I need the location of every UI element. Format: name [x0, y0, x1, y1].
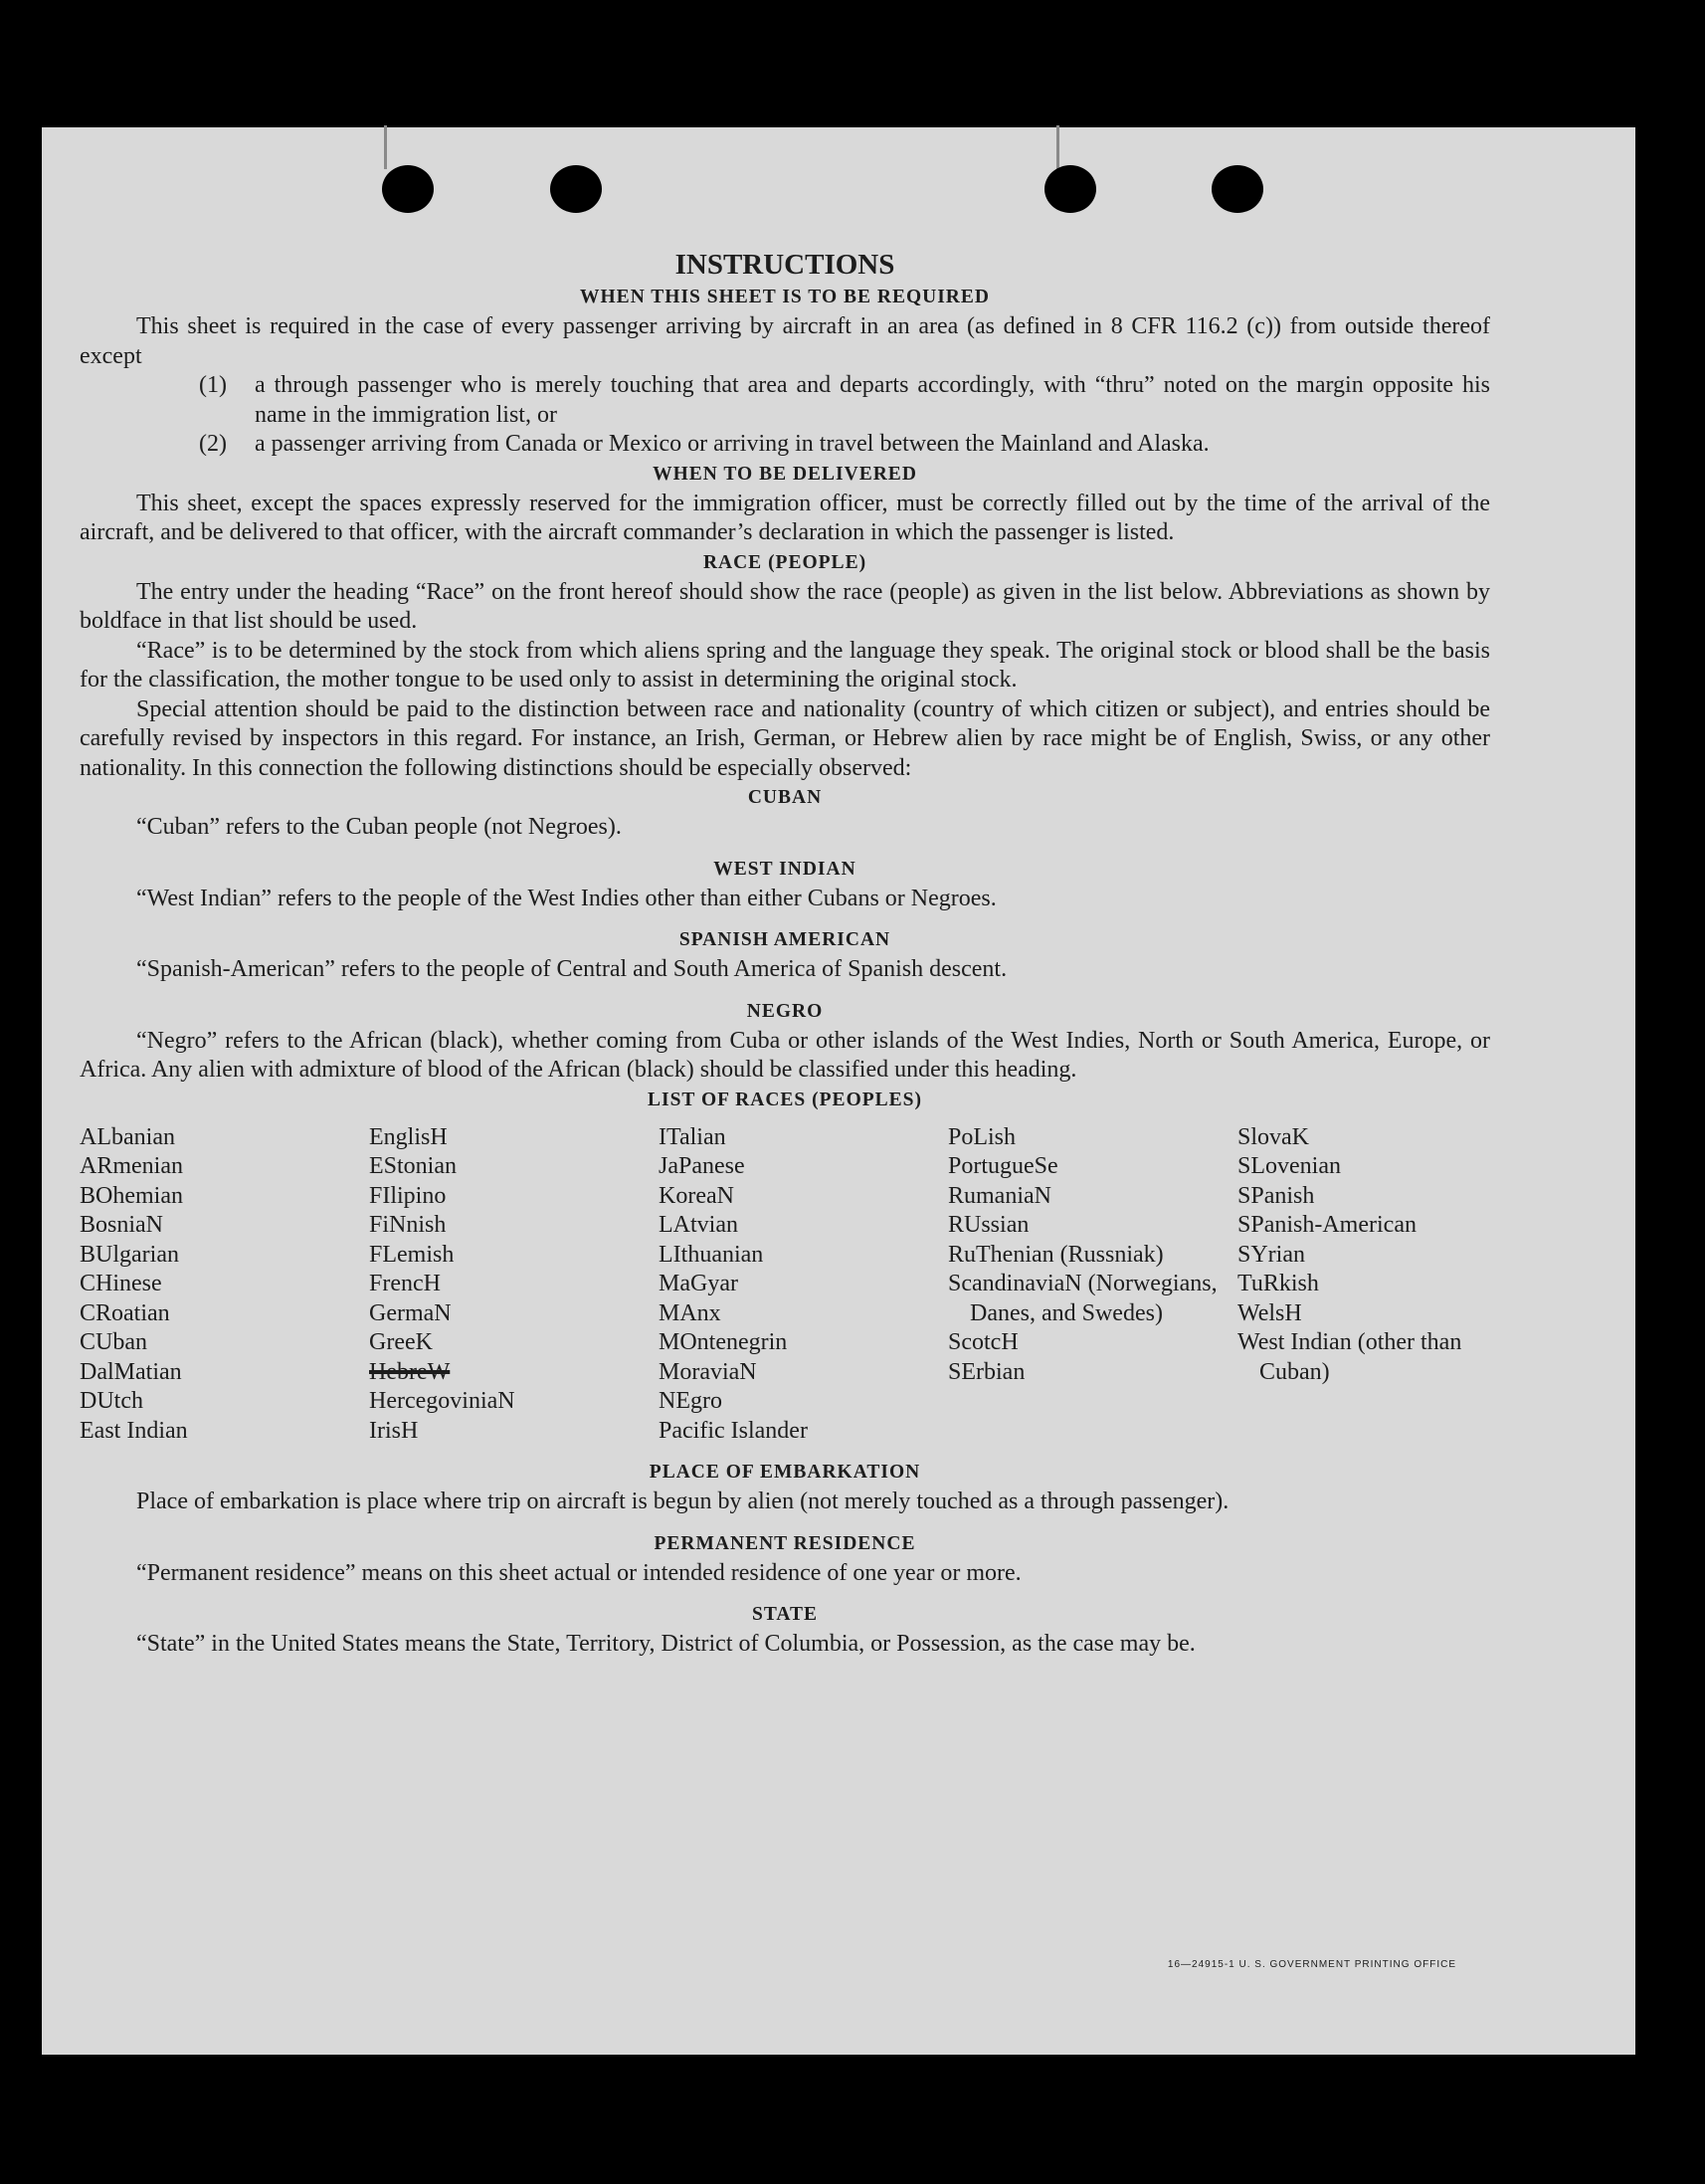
heading-west-indian: WEST INDIAN [713, 858, 856, 880]
race-entry: TuRkish [1237, 1271, 1319, 1296]
race-column [80, 1123, 369, 1447]
heading-permanent-residence: PERMANENT RESIDENCE [654, 1532, 916, 1554]
race-entry: BOhemian [80, 1182, 183, 1209]
exception-item [199, 371, 1490, 430]
spanish-american-paragraph: “Spanish-American” refers to the people of Central and South America of Spanish descent. [136, 956, 1008, 982]
race-entry: WelsH [1237, 1299, 1302, 1326]
tear-mark [384, 125, 387, 169]
race-column [369, 1123, 659, 1447]
race-entry: CUban [80, 1329, 147, 1355]
race-entry: HercegoviniaN [369, 1388, 515, 1414]
punch-hole [1044, 165, 1096, 213]
exception-text: a through passenger who is merely touching that area and departs accordingly, with “thru” noted on the margin opposite his name in the immigration list, or [255, 372, 1490, 428]
heading-state: STATE [751, 1604, 819, 1625]
race-entry: PoLish [948, 1123, 1017, 1150]
page-title: INSTRUCTIONS [674, 249, 895, 281]
race-entry: ScotcH [948, 1329, 1019, 1355]
race-entry: FIlipino [369, 1182, 447, 1209]
heading-negro: NEGRO [746, 1000, 824, 1022]
race-entry: KoreaN [659, 1182, 734, 1209]
heading-place-of-embarkation: PLACE OF EMBARKATION [649, 1462, 921, 1483]
race-entry: ScandinaviaN (Norwegians, Danes, and Swedes) [948, 1271, 1218, 1326]
race-entry: RuThenian (Russniak) [948, 1241, 1164, 1268]
race-column [948, 1123, 1237, 1447]
residence-paragraph: “Permanent residence” means on this sheet actual or intended residence of one year or more. [136, 1559, 1022, 1586]
race-entry: RumaniaN [948, 1182, 1051, 1209]
race-entry: NEgro [659, 1388, 722, 1414]
race-entry: FrencH [369, 1271, 441, 1296]
race-entry: IrisH [369, 1417, 419, 1444]
heading-when-delivered: WHEN TO BE DELIVERED [653, 463, 917, 485]
cuban-paragraph: “Cuban” refers to the Cuban people (not Negroes). [136, 814, 622, 840]
race-paragraph-1: The entry under the heading “Race” on the front hereof should show the race (people) as given in the list below. Abbreviations as shown by boldface in that list should be used. [80, 578, 1490, 634]
heading-list-of-races: LIST OF RACES (PEOPLES) [647, 1089, 922, 1110]
race-entry: JaPanese [659, 1153, 745, 1179]
race-entry: East Indian [80, 1417, 188, 1444]
exception-number: (2) [199, 431, 227, 457]
race-entry: SYrian [1237, 1241, 1305, 1268]
punch-hole [382, 165, 434, 213]
race-entry: BosniaN [80, 1212, 163, 1238]
race-column [659, 1123, 948, 1447]
required-paragraph: This sheet is required in the case of every passenger arriving by aircraft in an area (as defined in 8 CFR 116.2 (c)) from outside thereof except [80, 313, 1490, 369]
heading-cuban: CUBAN [747, 787, 823, 808]
tear-mark [1056, 125, 1059, 169]
race-entry-struck: HebreW [369, 1358, 451, 1385]
race-entry: EStonian [369, 1153, 457, 1179]
embarkation-paragraph: Place of embarkation is place where trip on aircraft is begun by alien (not merely touched as a through passenger). [136, 1489, 1230, 1514]
race-entry: EnglisH [369, 1123, 448, 1150]
race-entry: PortugueSe [948, 1153, 1058, 1179]
race-entry: CHinese [80, 1271, 162, 1296]
race-entry: RUssian [948, 1212, 1030, 1238]
race-entry: ARmenian [80, 1153, 183, 1179]
race-entry: SPanish-American [1237, 1212, 1417, 1238]
race-entry: SPanish [1237, 1182, 1315, 1209]
race-list [80, 1123, 1490, 1447]
state-paragraph: “State” in the United States means the State, Territory, District of Columbia, or Possession, as the case may be. [136, 1631, 1196, 1657]
exception-item [199, 430, 1490, 460]
punch-hole [1212, 165, 1263, 213]
west-indian-paragraph: “West Indian” refers to the people of the West Indies other than either Cubans or Negroes. [136, 885, 997, 911]
printer-imprint: 16—24915-1 U. S. GOVERNMENT PRINTING OFFICE [1167, 1959, 1456, 1970]
delivered-paragraph: This sheet, except the spaces expressly reserved for the immigration officer, must be correctly filled out by the time of the arrival of the aircraft, and be delivered to that officer, with the aircraft commander’s declaration in which the passenger is listed. [80, 490, 1490, 545]
race-entry: West Indian (other than Cuban) [1237, 1329, 1462, 1385]
race-entry: MAnx [659, 1299, 721, 1326]
race-entry: GermaN [369, 1299, 452, 1326]
race-paragraph-2: “Race” is to be determined by the stock from which aliens spring and the language they speak. The original stock or blood shall be the basis for the classification, the mother tongue to be used only to assist in determining the original stock. [80, 637, 1490, 693]
heading-when-required: WHEN THIS SHEET IS TO BE REQUIRED [580, 287, 990, 307]
race-entry: MOntenegrin [659, 1329, 788, 1355]
document-sheet [42, 127, 1635, 2055]
race-column [1237, 1123, 1490, 1447]
race-entry: SlovaK [1237, 1123, 1309, 1150]
race-entry: SLovenian [1237, 1153, 1341, 1179]
race-entry: SErbian [948, 1358, 1026, 1385]
punch-hole [550, 165, 602, 213]
race-paragraph-3: Special attention should be paid to the distinction between race and nationality (country of which citizen or subject), and entries should be carefully revised by inspectors in this regard. For instance, an Irish, German, or Hebrew alien by race might be of English, Swiss, or any other nationality. In this connection the following distinctions should be especially observed: [80, 695, 1490, 781]
instructions-body [80, 247, 1490, 1660]
race-entry: FiNnish [369, 1212, 447, 1238]
race-entry: LIthuanian [659, 1241, 764, 1268]
race-entry: DalMatian [80, 1358, 182, 1385]
exception-text: a passenger arriving from Canada or Mexico or arriving in travel between the Mainland and Alaska. [255, 431, 1210, 457]
race-entry: DUtch [80, 1388, 143, 1414]
heading-race: RACE (PEOPLE) [702, 551, 867, 573]
exception-number: (1) [199, 372, 227, 398]
race-entry: GreeK [369, 1329, 433, 1355]
race-entry: ALbanian [80, 1123, 175, 1150]
heading-spanish-american: SPANISH AMERICAN [678, 929, 891, 950]
race-entry: MaGyar [659, 1271, 738, 1296]
race-entry: ITalian [659, 1123, 726, 1150]
race-entry: CRoatian [80, 1299, 170, 1326]
race-entry: Pacific Islander [659, 1417, 808, 1444]
negro-paragraph: “Negro” refers to the African (black), whether coming from Cuba or other islands of the West Indies, North or South America, Europe, or Africa. Any alien with admixture of blood of the African (black) should be classified under this heading. [80, 1027, 1490, 1083]
race-entry: FLemish [369, 1241, 455, 1268]
race-entry: BUlgarian [80, 1241, 179, 1268]
race-entry: MoraviaN [659, 1358, 757, 1385]
race-entry: LAtvian [659, 1212, 738, 1238]
